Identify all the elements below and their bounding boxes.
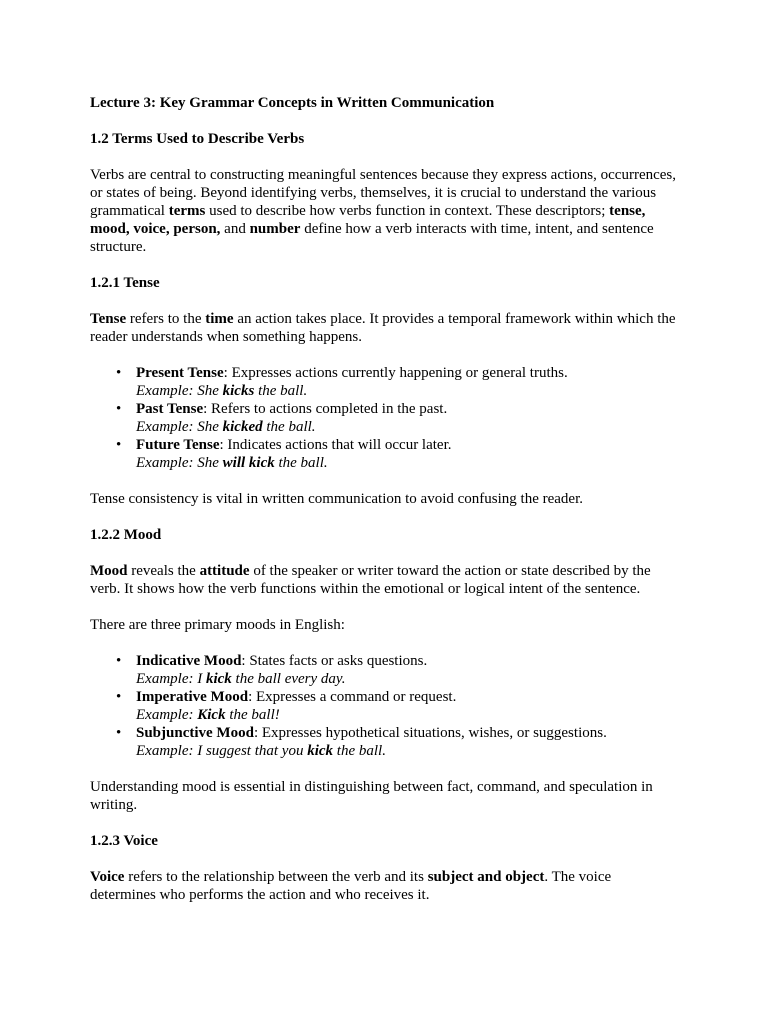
list-item-imperative-mood	[136, 688, 680, 724]
tense-bold-term: Tense	[90, 311, 127, 327]
item-desc: : Refers to actions completed in the past.	[203, 401, 448, 417]
example-verb: Kick	[197, 707, 226, 723]
list-item-indicative-mood	[136, 652, 680, 688]
tense-list	[90, 364, 680, 472]
intro-text-1: Verbs are central to constructing meaningful sentences because they express actions, occurrences, or states of being. Beyond identifying verbs, themselves, it is crucial to understand the various grammatical	[90, 167, 677, 219]
mood-closing: Understanding mood is essential in distinguishing between fact, command, and speculation in writing.	[90, 779, 653, 813]
example-prefix: Example:	[136, 707, 198, 723]
voice-text-1: refers to the relationship between the verb and its	[124, 869, 428, 885]
mood-bold-attitude: attitude	[199, 563, 250, 579]
example-verb: kicks	[222, 383, 255, 399]
tense-heading: 1.2.1 Tense	[90, 275, 160, 291]
mood-heading: 1.2.2 Mood	[90, 527, 162, 543]
example-suffix: the ball.	[262, 419, 316, 435]
mood-list	[90, 652, 680, 760]
example-suffix: the ball every day.	[231, 671, 346, 687]
list-item-present-tense	[136, 364, 680, 400]
document-page	[90, 94, 680, 904]
item-term: Future Tense	[136, 437, 220, 453]
item-desc: : Expresses actions currently happening or general truths.	[223, 365, 568, 381]
section-intro-paragraph	[90, 166, 680, 256]
voice-heading: 1.2.3 Voice	[90, 833, 158, 849]
example-verb: kick	[205, 671, 232, 687]
example-prefix: Example: I suggest that you	[136, 743, 308, 759]
mood-intro-paragraph	[90, 562, 680, 598]
intro-bold-number: number	[249, 221, 301, 237]
item-example	[136, 670, 680, 688]
voice-intro-paragraph	[90, 868, 680, 904]
voice-bold-subject-object: subject and object	[427, 869, 545, 885]
mood-lead: There are three primary moods in English:	[90, 617, 345, 633]
intro-text-3: and	[220, 221, 250, 237]
intro-text-4: define how a verb interacts with time, intent, and sentence structure.	[90, 221, 654, 255]
tense-text-1: refers to the	[126, 311, 206, 327]
item-desc: : Expresses hypothetical situations, wishes, or suggestions.	[253, 725, 607, 741]
tense-text-2: an action takes place. It provides a temporal framework within which the reader understands when something happens.	[90, 311, 676, 345]
tense-bold-time: time	[205, 311, 234, 327]
example-prefix: Example: I	[136, 671, 206, 687]
example-verb: kicked	[222, 419, 263, 435]
example-suffix: the ball.	[254, 383, 308, 399]
item-term: Subjunctive Mood	[136, 725, 254, 741]
item-term: Imperative Mood	[136, 689, 249, 705]
intro-text-2: used to describe how verbs function in context. These descriptors;	[205, 203, 610, 219]
section-heading: 1.2 Terms Used to Describe Verbs	[90, 131, 305, 147]
example-suffix: the ball.	[333, 743, 386, 759]
intro-bold-descriptors: tense, mood, voice, person,	[90, 203, 646, 237]
mood-text-1: reveals the	[127, 563, 200, 579]
item-desc: : Expresses a command or request.	[248, 689, 457, 705]
item-example	[136, 382, 680, 400]
example-suffix: the ball.	[274, 455, 328, 471]
item-desc: : Indicates actions that will occur later.	[219, 437, 452, 453]
mood-text-2: of the speaker or writer toward the action or state described by the verb. It shows how the verb functions within the emotional or logical intent of the sentence.	[90, 563, 651, 597]
item-term: Indicative Mood	[136, 653, 242, 669]
tense-intro-paragraph	[90, 310, 680, 346]
item-desc: : States facts or asks questions.	[241, 653, 428, 669]
voice-text-2: . The voice determines who performs the action and who receives it.	[90, 869, 612, 903]
list-item-future-tense	[136, 436, 680, 472]
lecture-title: Lecture 3: Key Grammar Concepts in Written Communication	[90, 95, 495, 111]
item-example	[136, 418, 680, 436]
voice-bold-term: Voice	[90, 869, 125, 885]
tense-closing: Tense consistency is vital in written communication to avoid confusing the reader.	[90, 491, 583, 507]
item-example	[136, 454, 680, 472]
item-term: Past Tense	[136, 401, 204, 417]
intro-bold-terms: terms	[168, 203, 206, 219]
mood-bold-term: Mood	[90, 563, 128, 579]
example-verb: will kick	[222, 455, 275, 471]
item-term: Present Tense	[136, 365, 224, 381]
list-item-subjunctive-mood	[136, 724, 680, 760]
item-example	[136, 706, 680, 724]
example-suffix: the ball!	[225, 707, 280, 723]
item-example	[136, 742, 680, 760]
example-prefix: Example: She	[136, 383, 223, 399]
example-prefix: Example: She	[136, 455, 223, 471]
example-prefix: Example: She	[136, 419, 223, 435]
list-item-past-tense	[136, 400, 680, 436]
example-verb: kick	[307, 743, 334, 759]
